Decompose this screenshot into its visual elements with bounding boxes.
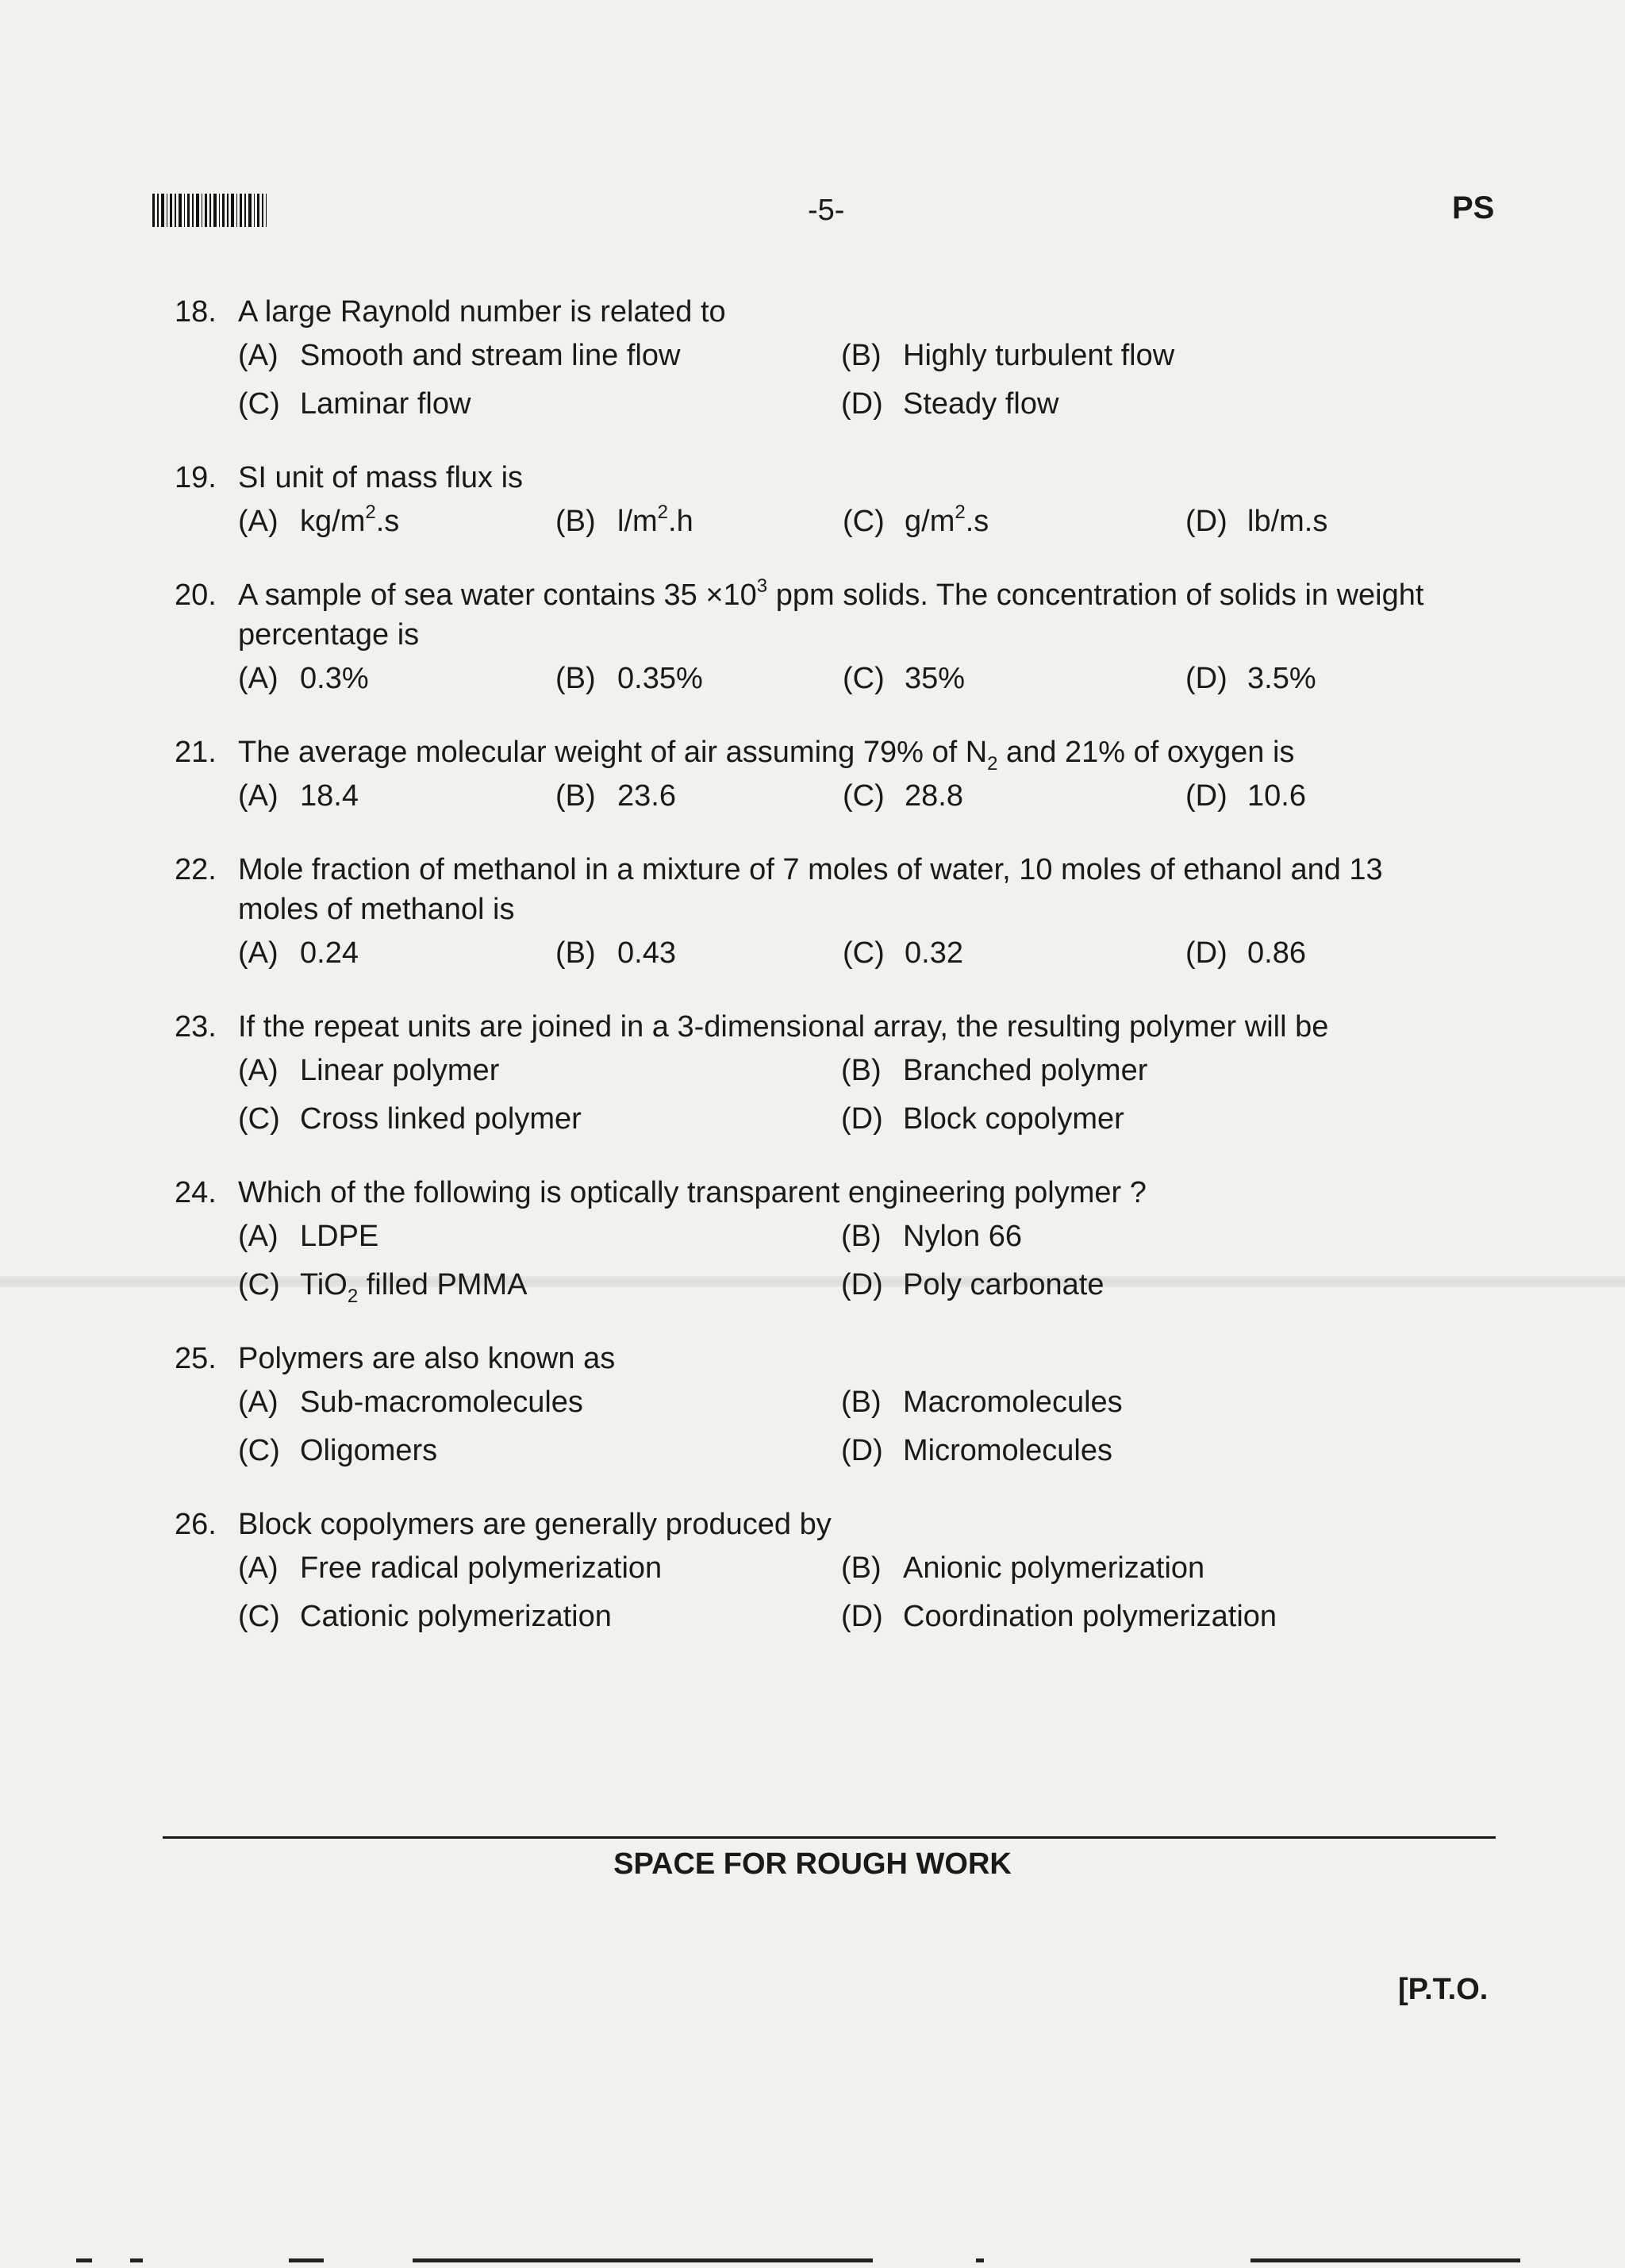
question-number: 21. [175, 736, 217, 769]
paper-code: PS [1452, 190, 1495, 225]
question-number: 18. [175, 295, 217, 329]
option-c: (C) Cationic polymerization [238, 1600, 612, 1633]
option-b: (B) Anionic polymerization [841, 1551, 1205, 1585]
option-d: (D) 10.6 [1185, 779, 1306, 813]
options [238, 1047, 1444, 1144]
option-a: (A) $kg/m^2.s$ [238, 502, 400, 538]
option-c: (C) Laminar flow [238, 387, 471, 421]
options [238, 332, 1444, 429]
options [238, 772, 1444, 821]
barcode-icon [152, 194, 267, 227]
question-text: If the repeat units are joined in a 3-dimensional array, the resulting polymer will be [238, 1010, 1329, 1044]
option-a: (A) Linear polymer [238, 1054, 500, 1087]
options [238, 929, 1444, 978]
question-19 [175, 458, 1444, 546]
pto-label: [P.T.O. [1398, 1973, 1489, 2006]
divider-rule [163, 1836, 1496, 1839]
option-a: (A) 0.3% [238, 662, 369, 695]
options [238, 1544, 1444, 1641]
question-25 [175, 1339, 1444, 1475]
question-text: A sample of sea water contains $35 \times 10^3$ ppm solids. The concentration of solids in weight percentage is [238, 575, 1424, 652]
question-21 [175, 732, 1444, 821]
question-number: 24. [175, 1176, 217, 1209]
question-text: Block copolymers are generally produced by [238, 1508, 832, 1541]
option-c: (C) 28.8 [843, 779, 963, 813]
option-b: (B) $l/m^2.h$ [555, 502, 693, 538]
option-c: (C) 35% [843, 662, 966, 695]
option-c: (C) Cross linked polymer [238, 1102, 582, 1136]
question-22 [175, 850, 1444, 978]
question-text: SI unit of mass flux is [238, 461, 524, 494]
question-number: 26. [175, 1508, 217, 1541]
option-b: (B) 0.43 [555, 936, 676, 970]
option-a: (A) 0.24 [238, 936, 359, 970]
question-23 [175, 1007, 1444, 1144]
page-header [0, 187, 1625, 235]
option-b: (B) 23.6 [555, 779, 676, 813]
question-text: The average molecular weight of air assuming 79% of $N_2$ and 21% of oxygen is [238, 736, 1295, 775]
option-a: (A) Sub-macromolecules [238, 1386, 583, 1419]
question-number: 23. [175, 1010, 217, 1044]
option-d: (D) Block copolymer [841, 1102, 1124, 1136]
question-number: 19. [175, 461, 217, 494]
bottom-edge-marks [0, 2258, 1625, 2263]
question-text: A large Raynold number is related to [238, 295, 726, 329]
question-26 [175, 1505, 1444, 1641]
option-d: (D) Coordination polymerization [841, 1600, 1277, 1633]
option-c: (C) 0.32 [843, 936, 963, 970]
option-d: (D) 3.5% [1185, 662, 1316, 695]
options [238, 1378, 1444, 1475]
option-c: (C) Oligomers [238, 1434, 438, 1467]
options [238, 498, 1444, 546]
option-d: (D) lb/m.s [1185, 505, 1328, 538]
option-c: (C) $g/m^2.s$ [843, 502, 989, 538]
option-d: (D) Micromolecules [841, 1434, 1112, 1467]
option-a: (A) 18.4 [238, 779, 359, 813]
question-24 [175, 1173, 1444, 1309]
option-b: (B) 0.35% [555, 662, 703, 695]
question-text: Mole fraction of methanol in a mixture of 7 moles of water, 10 moles of ethanol and 13 moles of methanol is [238, 853, 1383, 926]
question-number: 25. [175, 1342, 217, 1375]
option-d: (D) 0.86 [1185, 936, 1306, 970]
option-a: (A) Free radical polymerization [238, 1551, 663, 1585]
option-a: (A) Smooth and stream line flow [238, 339, 681, 372]
page-number: -5- [808, 194, 845, 227]
option-d: (D) Steady flow [841, 387, 1059, 421]
question-20 [175, 575, 1444, 703]
option-b: (B) Branched polymer [841, 1054, 1148, 1087]
option-b: (B) Macromolecules [841, 1386, 1123, 1419]
question-text: Polymers are also known as [238, 1342, 616, 1375]
option-b: (B) Nylon 66 [841, 1220, 1022, 1253]
question-number: 20. [175, 579, 217, 612]
rough-work-heading: SPACE FOR ROUGH WORK [613, 1847, 1012, 1881]
question-list [175, 292, 1444, 1641]
option-a: (A) LDPE [238, 1220, 379, 1253]
option-d: (D) Poly carbonate [841, 1268, 1104, 1301]
question-18 [175, 292, 1444, 429]
options [238, 655, 1444, 703]
question-text: Which of the following is optically transparent engineering polymer ? [238, 1176, 1147, 1209]
option-c: (C) TiO$_2$ filled PMMA [238, 1268, 528, 1307]
option-b: (B) Highly turbulent flow [841, 339, 1175, 372]
options [238, 1213, 1444, 1309]
question-number: 22. [175, 853, 217, 886]
